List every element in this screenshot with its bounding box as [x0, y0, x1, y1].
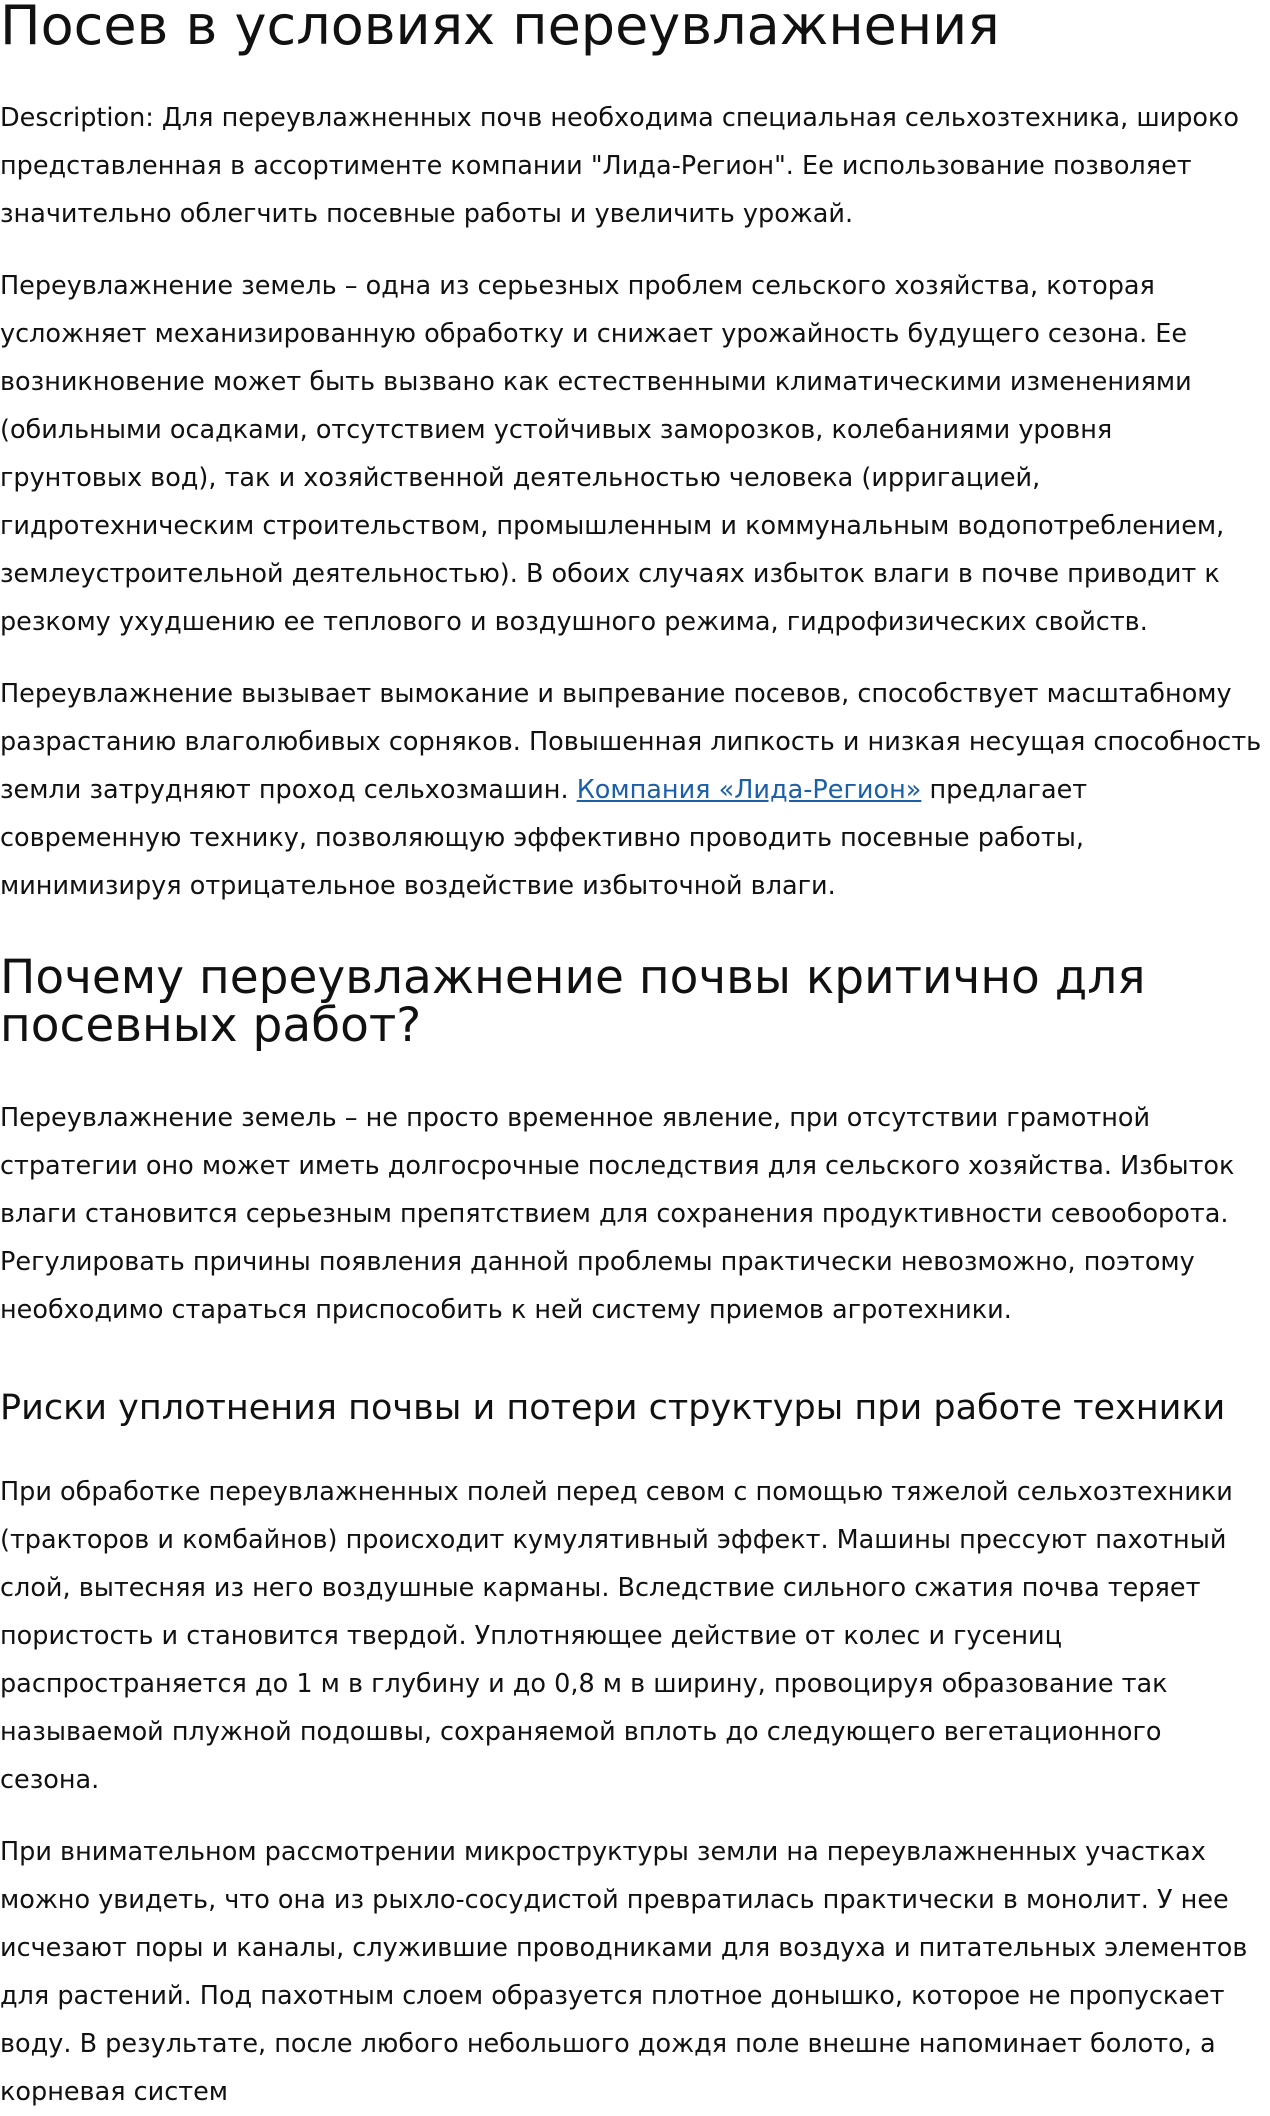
description-paragraph: Description: Для переувлажненных почв необходима специальная сельхозтехника, широко представленная в ассортименте компании "Лида-Регион". Ее использование позволяет значительно облегчить посевные работы и увеличить урожай. [0, 103, 1240, 229]
subsection-heading: Риски уплотнения почвы и потери структуры при работе техники [0, 1388, 1226, 1428]
page-title: Посев в условиях переувлажнения [0, 0, 1000, 57]
section-heading: Почему переувлажнение почвы критично для посевных работ? [0, 950, 1146, 1053]
microstructure-paragraph: При внимательном рассмотрении микроструктуры земли на переувлажненных участках можно увидеть, что она из рыхло-сосудистой превратилась практически в монолит. У нее исчезают поры и каналы, служившие проводниками для воздуха и питательных элементов для растений. Под пахотным слоем образуется плотное донышко, которое не пропускает воду. В результате, после любого небольшого дождя поле внешне напоминает болото, а корневая систем [0, 1837, 1248, 2107]
company-paragraph-text-before: Переувлажнение вызывает вымокание и выпревание посевов, способствует масштабному разрастанию влаголюбивых сорняков. Повышенная липкость и низкая несущая способность земли затрудняют проход сельхозмашин. [0, 679, 1262, 805]
company-paragraph [0, 670, 1262, 910]
section-paragraph: Переувлажнение земель – не просто временное явление, при отсутствии грамотной стратегии оно может иметь долгосрочные последствия для сельского хозяйства. Избыток влаги становится серьезным препятствием для сохранения продуктивности севооборота. Регулировать причины появления данной проблемы практически невозможно, поэтому необходимо стараться приспособить к ней систему приемов агротехники. [0, 1103, 1235, 1325]
company-paragraph-text-after: предлагает современную технику, позволяющую эффективно проводить посевные работы, минимизируя отрицательное воздействие избыточной влаги. [0, 775, 1088, 901]
intro-paragraph: Переувлажнение земель – одна из серьезных проблем сельского хозяйства, которая усложняет механизированную обработку и снижает урожайность будущего сезона. Ее возникновение может быть вызвано как естественными климатическими изменениями (обильными осадками, отсутствием устойчивых заморозков, колебаниями уровня грунтовых вод), так и хозяйственной деятельностью человека (ирригацией, гидротехническим строительством, промышленным и коммунальным водопотреблением, землеустроительной деятельностью). В обоих случаях избыток влаги в почве приводит к резкому ухудшению ее теплового и воздушного режима, гидрофизических свойств. [0, 271, 1225, 637]
company-link[interactable]: Компания «Лида-Регион» [576, 775, 922, 805]
compaction-paragraph: При обработке переувлажненных полей перед севом с помощью тяжелой сельхозтехники (тракторов и комбайнов) происходит кумулятивный эффект. Машины прессуют пахотный слой, вытесняя из него воздушные карманы. Вследствие сильного сжатия почва теряет пористость и становится твердой. Уплотняющее действие от колес и гусениц распространяется до 1 м в глубину и до 0,8 м в ширину, провоцируя образование так называемой плужной подошвы, сохраняемой вплоть до следующего вегетационного сезона. [0, 1477, 1233, 1795]
